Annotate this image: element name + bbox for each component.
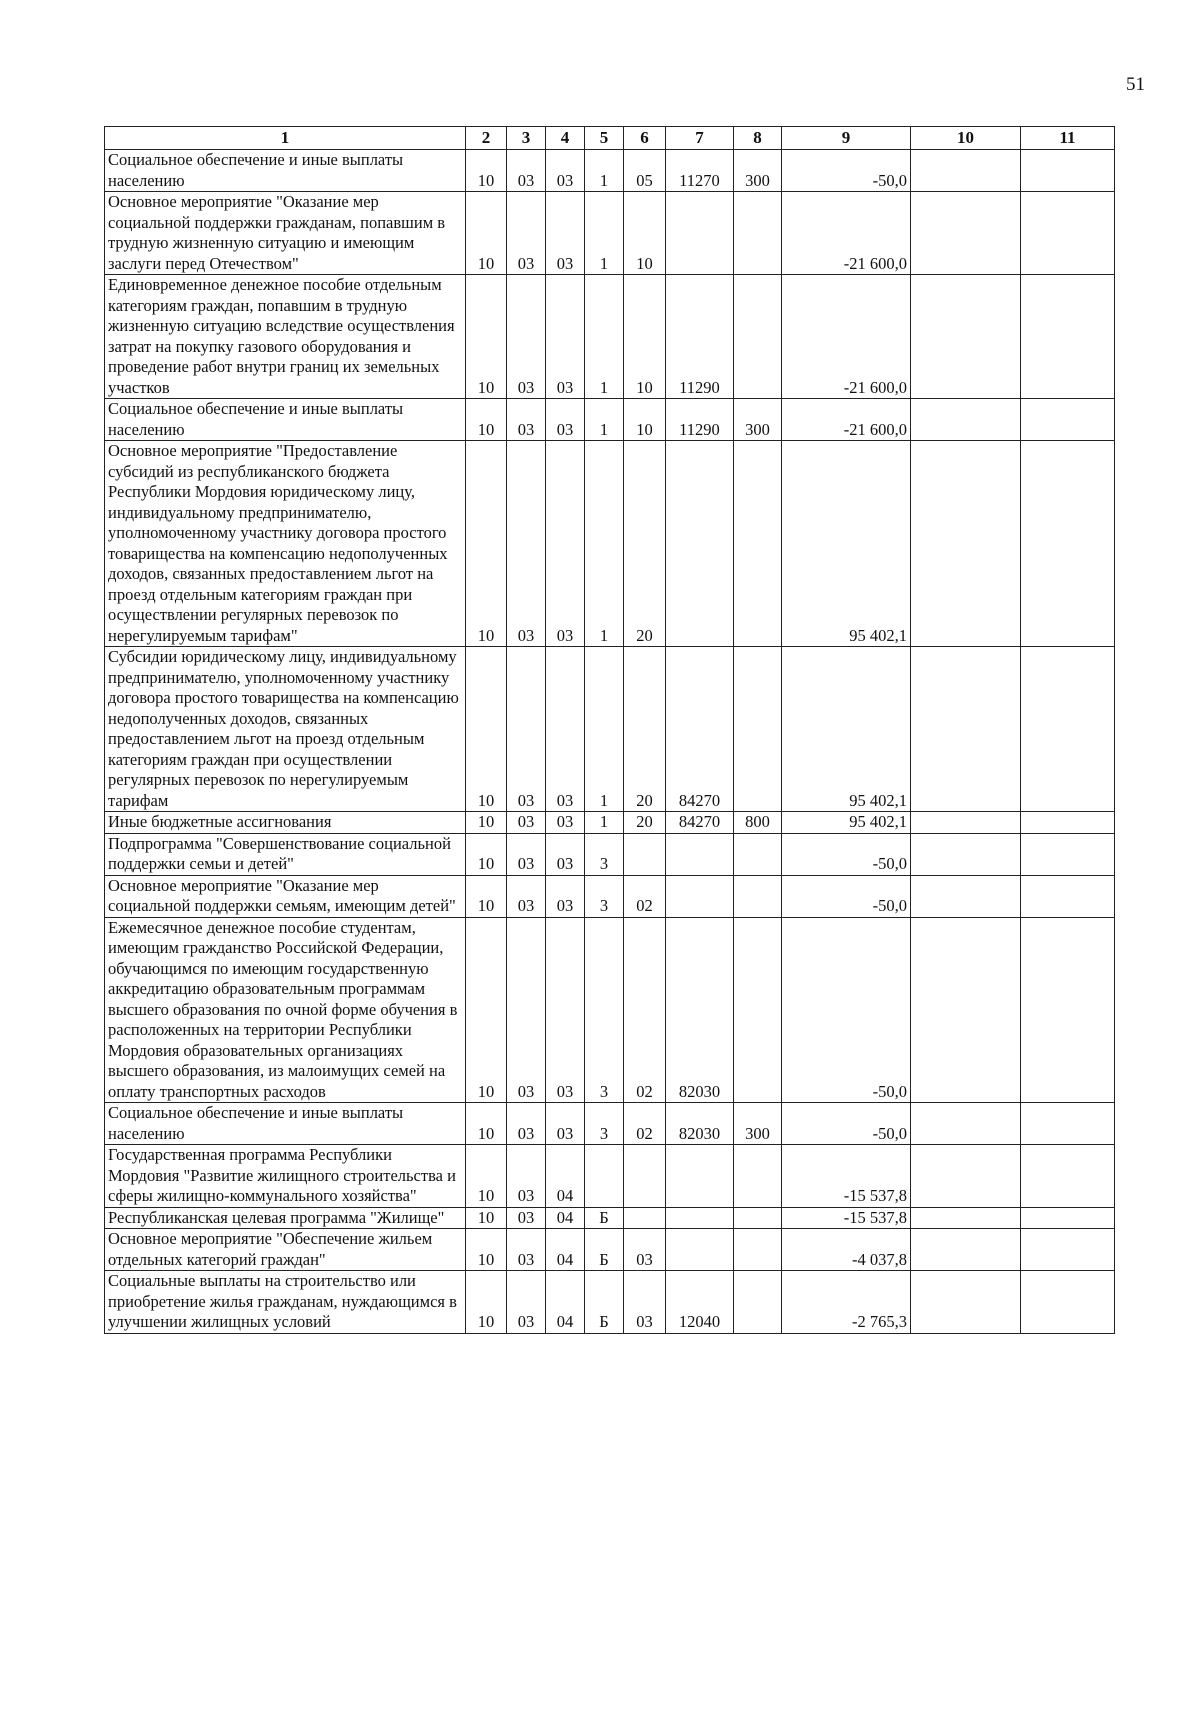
row-name-cell: Ежемесячное денежное пособие студентам, имеющим гражданство Российской Федерации, обучающимся по имеющим государственную аккредитацию образовательным программам высшего образования по очной форме обучения в расположенных на территории Республики Мордовия образовательных организациях высшего образования, из малоимущих семей на оплату транспортных расходов (105, 917, 466, 1103)
cell-c5: 3 (585, 1103, 624, 1145)
cell-c6: 02 (624, 917, 666, 1103)
row-name-cell: Основное мероприятие "Обеспечение жильем отдельных категорий граждан" (105, 1229, 466, 1271)
cell-c10 (911, 1145, 1021, 1208)
cell-c3: 03 (507, 1207, 546, 1229)
cell-c2: 10 (466, 441, 507, 647)
cell-c9: 95 402,1 (782, 647, 911, 812)
cell-c6: 10 (624, 275, 666, 399)
cell-c8 (734, 647, 782, 812)
cell-c8: 300 (734, 1103, 782, 1145)
cell-c10 (911, 275, 1021, 399)
row-name-cell: Субсидии юридическому лицу, индивидуальному предпринимателю, уполномоченному участнику договора простого товарищества на компенсацию недополученных доходов, связанных предоставлением льгот на проезд отдельным категориям граждан при осуществлении регулярных перевозок по нерегулируемым тарифам (105, 647, 466, 812)
cell-c7: 82030 (666, 1103, 734, 1145)
table-row (105, 647, 1115, 812)
cell-c4: 03 (546, 192, 585, 275)
cell-c2: 10 (466, 150, 507, 192)
cell-c4: 03 (546, 441, 585, 647)
cell-c3: 03 (507, 441, 546, 647)
cell-c8: 800 (734, 812, 782, 834)
table-row (105, 1145, 1115, 1208)
cell-c7 (666, 833, 734, 875)
cell-c3: 03 (507, 150, 546, 192)
cell-c6: 03 (624, 1271, 666, 1334)
cell-c8 (734, 917, 782, 1103)
cell-c5: 3 (585, 833, 624, 875)
cell-c7 (666, 192, 734, 275)
cell-c4: 03 (546, 1103, 585, 1145)
cell-c4: 04 (546, 1145, 585, 1208)
cell-c6: 10 (624, 192, 666, 275)
cell-c5: Б (585, 1229, 624, 1271)
cell-c6: 02 (624, 1103, 666, 1145)
row-name-cell: Подпрограмма "Совершенствование социальной поддержки семьи и детей" (105, 833, 466, 875)
column-header-7: 7 (666, 127, 734, 150)
cell-c10 (911, 875, 1021, 917)
cell-c9: -21 600,0 (782, 192, 911, 275)
cell-c10 (911, 1207, 1021, 1229)
cell-c3: 03 (507, 833, 546, 875)
cell-c2: 10 (466, 1229, 507, 1271)
cell-c11 (1021, 833, 1115, 875)
column-header-11: 11 (1021, 127, 1115, 150)
cell-c3: 03 (507, 1271, 546, 1334)
table-row (105, 192, 1115, 275)
table-row (105, 399, 1115, 441)
cell-c3: 03 (507, 647, 546, 812)
cell-c4: 03 (546, 647, 585, 812)
row-name-cell: Иные бюджетные ассигнования (105, 812, 466, 834)
cell-c3: 03 (507, 812, 546, 834)
cell-c10 (911, 833, 1021, 875)
cell-c8: 300 (734, 399, 782, 441)
column-header-5: 5 (585, 127, 624, 150)
cell-c11 (1021, 192, 1115, 275)
row-name-cell: Республиканская целевая программа "Жилище" (105, 1207, 466, 1229)
cell-c5 (585, 1145, 624, 1208)
cell-c8 (734, 1271, 782, 1334)
cell-c4: 04 (546, 1271, 585, 1334)
cell-c8 (734, 875, 782, 917)
table-row (105, 150, 1115, 192)
cell-c6: 10 (624, 399, 666, 441)
cell-c4: 03 (546, 875, 585, 917)
cell-c11 (1021, 812, 1115, 834)
cell-c2: 10 (466, 192, 507, 275)
cell-c3: 03 (507, 875, 546, 917)
cell-c5: Б (585, 1207, 624, 1229)
cell-c3: 03 (507, 1229, 546, 1271)
cell-c6: 02 (624, 875, 666, 917)
cell-c8: 300 (734, 150, 782, 192)
cell-c8 (734, 833, 782, 875)
cell-c7 (666, 1145, 734, 1208)
cell-c10 (911, 1271, 1021, 1334)
cell-c8 (734, 441, 782, 647)
row-name-cell: Социальное обеспечение и иные выплаты населению (105, 150, 466, 192)
column-header-2: 2 (466, 127, 507, 150)
cell-c10 (911, 399, 1021, 441)
cell-c2: 10 (466, 833, 507, 875)
cell-c3: 03 (507, 1145, 546, 1208)
table-row (105, 1207, 1115, 1229)
cell-c4: 03 (546, 917, 585, 1103)
cell-c9: -2 765,3 (782, 1271, 911, 1334)
cell-c11 (1021, 1145, 1115, 1208)
table-row (105, 275, 1115, 399)
cell-c9: -21 600,0 (782, 399, 911, 441)
cell-c4: 03 (546, 275, 585, 399)
budget-table (104, 126, 1115, 1334)
row-name-cell: Государственная программа Республики Мордовия "Развитие жилищного строительства и сферы жилищно-коммунального хозяйства" (105, 1145, 466, 1208)
cell-c6 (624, 1145, 666, 1208)
cell-c9: -50,0 (782, 833, 911, 875)
cell-c3: 03 (507, 275, 546, 399)
cell-c5: 1 (585, 275, 624, 399)
table-row (105, 441, 1115, 647)
cell-c3: 03 (507, 399, 546, 441)
column-header-3: 3 (507, 127, 546, 150)
cell-c7: 84270 (666, 812, 734, 834)
cell-c4: 03 (546, 399, 585, 441)
table-row (105, 1103, 1115, 1145)
cell-c8 (734, 1145, 782, 1208)
cell-c11 (1021, 1229, 1115, 1271)
cell-c5: 1 (585, 441, 624, 647)
cell-c11 (1021, 275, 1115, 399)
cell-c7: 11290 (666, 399, 734, 441)
cell-c9: -50,0 (782, 875, 911, 917)
cell-c10 (911, 192, 1021, 275)
cell-c7 (666, 1207, 734, 1229)
cell-c5: 1 (585, 812, 624, 834)
cell-c10 (911, 1103, 1021, 1145)
cell-c2: 10 (466, 875, 507, 917)
table-row (105, 875, 1115, 917)
cell-c11 (1021, 150, 1115, 192)
row-name-cell: Основное мероприятие "Оказание мер социальной поддержки гражданам, попавшим в трудную жизненную ситуацию и имеющим заслуги перед Отечеством" (105, 192, 466, 275)
cell-c4: 04 (546, 1207, 585, 1229)
cell-c9: -15 537,8 (782, 1207, 911, 1229)
cell-c9: 95 402,1 (782, 812, 911, 834)
row-name-cell: Единовременное денежное пособие отдельным категориям граждан, попавшим в трудную жизненную ситуацию вследствие осуществления затрат на покупку газового оборудования и проведение работ внутри границ их земельных участков (105, 275, 466, 399)
cell-c4: 03 (546, 150, 585, 192)
cell-c3: 03 (507, 1103, 546, 1145)
table-row (105, 1229, 1115, 1271)
cell-c9: -4 037,8 (782, 1229, 911, 1271)
cell-c10 (911, 647, 1021, 812)
cell-c6: 20 (624, 812, 666, 834)
table-row (105, 833, 1115, 875)
cell-c10 (911, 150, 1021, 192)
cell-c9: -50,0 (782, 1103, 911, 1145)
cell-c7: 84270 (666, 647, 734, 812)
page-number: 51 (1126, 74, 1145, 95)
cell-c9: -50,0 (782, 150, 911, 192)
cell-c10 (911, 917, 1021, 1103)
cell-c11 (1021, 1103, 1115, 1145)
cell-c7: 82030 (666, 917, 734, 1103)
cell-c2: 10 (466, 917, 507, 1103)
cell-c10 (911, 812, 1021, 834)
cell-c2: 10 (466, 1103, 507, 1145)
cell-c11 (1021, 441, 1115, 647)
table-row (105, 917, 1115, 1103)
cell-c4: 03 (546, 812, 585, 834)
cell-c2: 10 (466, 1207, 507, 1229)
row-name-cell: Социальное обеспечение и иные выплаты населению (105, 1103, 466, 1145)
table-row (105, 812, 1115, 834)
cell-c5: 1 (585, 192, 624, 275)
cell-c7: 11270 (666, 150, 734, 192)
cell-c11 (1021, 917, 1115, 1103)
column-header-6: 6 (624, 127, 666, 150)
cell-c11 (1021, 1207, 1115, 1229)
cell-c7 (666, 875, 734, 917)
cell-c2: 10 (466, 812, 507, 834)
cell-c3: 03 (507, 917, 546, 1103)
cell-c2: 10 (466, 275, 507, 399)
cell-c5: 1 (585, 399, 624, 441)
cell-c8 (734, 1207, 782, 1229)
cell-c6 (624, 833, 666, 875)
column-header-8: 8 (734, 127, 782, 150)
cell-c8 (734, 1229, 782, 1271)
cell-c7: 12040 (666, 1271, 734, 1334)
cell-c6: 20 (624, 647, 666, 812)
cell-c11 (1021, 875, 1115, 917)
cell-c8 (734, 192, 782, 275)
table-row (105, 1271, 1115, 1334)
header-row (105, 127, 1115, 150)
row-name-cell: Социальное обеспечение и иные выплаты населению (105, 399, 466, 441)
cell-c9: -21 600,0 (782, 275, 911, 399)
cell-c6: 03 (624, 1229, 666, 1271)
cell-c2: 10 (466, 1271, 507, 1334)
cell-c5: 3 (585, 875, 624, 917)
cell-c11 (1021, 399, 1115, 441)
column-header-4: 4 (546, 127, 585, 150)
cell-c10 (911, 441, 1021, 647)
row-name-cell: Основное мероприятие "Оказание мер социальной поддержки семьям, имеющим детей" (105, 875, 466, 917)
table-body (105, 150, 1115, 1334)
row-name-cell: Социальные выплаты на строительство или приобретение жилья гражданам, нуждающимся в улучшении жилищных условий (105, 1271, 466, 1334)
cell-c10 (911, 1229, 1021, 1271)
column-header-9: 9 (782, 127, 911, 150)
column-header-1: 1 (105, 127, 466, 150)
cell-c5: 3 (585, 917, 624, 1103)
cell-c2: 10 (466, 399, 507, 441)
cell-c5: Б (585, 1271, 624, 1334)
cell-c11 (1021, 1271, 1115, 1334)
column-header-10: 10 (911, 127, 1021, 150)
cell-c9: -15 537,8 (782, 1145, 911, 1208)
cell-c3: 03 (507, 192, 546, 275)
cell-c2: 10 (466, 647, 507, 812)
row-name-cell: Основное мероприятие "Предоставление субсидий из республиканского бюджета Республики Мордовия юридическому лицу, индивидуальному предпринимателю, уполномоченному участнику договора простого товарищества на компенсацию недополученных доходов, связанных предоставлением льгот на проезд отдельным категориям граждан при осуществлении регулярных перевозок по нерегулируемым тарифам" (105, 441, 466, 647)
cell-c7: 11290 (666, 275, 734, 399)
cell-c6: 20 (624, 441, 666, 647)
cell-c7 (666, 441, 734, 647)
cell-c8 (734, 275, 782, 399)
cell-c9: 95 402,1 (782, 441, 911, 647)
cell-c6: 05 (624, 150, 666, 192)
cell-c11 (1021, 647, 1115, 812)
cell-c5: 1 (585, 647, 624, 812)
cell-c4: 03 (546, 833, 585, 875)
cell-c4: 04 (546, 1229, 585, 1271)
cell-c9: -50,0 (782, 917, 911, 1103)
cell-c7 (666, 1229, 734, 1271)
cell-c6 (624, 1207, 666, 1229)
cell-c5: 1 (585, 150, 624, 192)
cell-c2: 10 (466, 1145, 507, 1208)
